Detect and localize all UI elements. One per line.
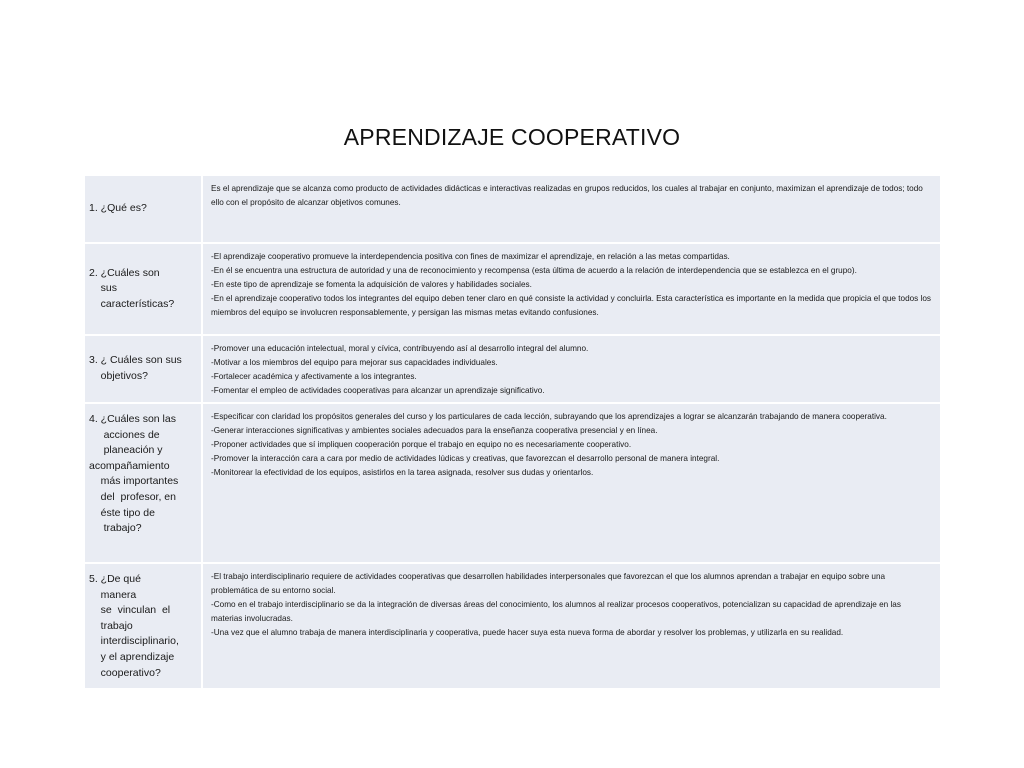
answer-paragraph: -Proponer actividades que sí impliquen cooperación porque el trabajo en equipo no es necesariamente cooperativo. (211, 439, 632, 449)
answer-paragraph: -Una vez que el alumno trabaja de manera interdisciplinaria y cooperativa, puede hacer suya esta nueva forma de abordar y resolver los problemas, y utilizarla en su realidad. (211, 627, 844, 637)
answer-paragraph: -En este tipo de aprendizaje se fomenta la adquisición de valores y habilidades sociales. (211, 279, 532, 289)
answer-paragraph: -Promover una educación intelectual, moral y cívica, contribuyendo así al desarrollo integral del alumno. (211, 344, 589, 353)
page-title: APRENDIZAJE COOPERATIVO (343, 124, 681, 150)
content-table (85, 176, 940, 690)
table-row (85, 336, 940, 404)
table-row (85, 564, 940, 690)
question-cell: 4. ¿Cuáles son las acciones de planeación y acompañamiento más importantes del profesor, en éste tipo de trabajo? (85, 404, 203, 562)
answer-paragraph: -El trabajo interdisciplinario requiere de actividades cooperativas que desarrollen habilidades interpersonales que favorezcan el que los alumnos aprendan a trabajar en equipo sobre una problemática de su entorno social. (211, 572, 886, 595)
answer-paragraph: -En el aprendizaje cooperativo todos los integrantes del equipo deben tener claro en qué consiste la actividad y concluirla. Esta característica es importante en la medida que propicia el que todos los miembros del equipo se involucren responsablemente, y persigan las mismas metas evitando confusiones. (211, 293, 932, 317)
answer-paragraph: -Fortalecer académica y afectivamente a los integrantes. (211, 371, 417, 381)
answer-paragraph: -En él se encuentra una estructura de autoridad y una de reconocimiento y recompensa (esta última de acuerdo a la relación de interdependencia que se establezca en el grupo). (211, 265, 857, 275)
answer-paragraph: -Monitorear la efectividad de los equipos, asistirlos en la tarea asignada, resolver sus dudas y orientarlos. (211, 467, 594, 477)
table-row (85, 404, 940, 564)
answer-cell (203, 404, 940, 562)
question-cell: 3. ¿ Cuáles son sus objetivos? (85, 336, 203, 402)
answer-cell (203, 336, 940, 402)
answer-paragraph: -Especificar con claridad los propósitos generales del curso y los particulares de cada lección, subrayando que los aprendizajes a lograr se alcanzarán trabajando de manera cooperativa. (211, 412, 887, 421)
question-cell: 1. ¿Qué es? (85, 176, 203, 242)
answer-paragraph: -Fomentar el empleo de actividades cooperativas para alcanzar un aprendizaje significativo. (211, 385, 545, 395)
table-row (85, 176, 940, 244)
answer-paragraph: -El aprendizaje cooperativo promueve la interdependencia positiva con fines de maximizar el aprendizaje, en relación a las metas compartidas. (211, 252, 730, 261)
answer-paragraph: Es el aprendizaje que se alcanza como producto de actividades didácticas e interactivas realizadas en grupos reducidos, los cuales al trabajar en conjunto, maximizan el aprendizaje de todos; todo ello con el propósito de alcanzar objetivos comunes. (211, 184, 923, 207)
answer-cell (203, 244, 940, 334)
question-cell: 5. ¿De qué manera se vinculan el trabajo interdisciplinario, y el aprendizaje cooperativo? (85, 564, 203, 688)
question-cell: 2. ¿Cuáles son sus características? (85, 244, 203, 334)
answer-paragraph: -Generar interacciones significativas y ambientes sociales adecuados para la enseñanza cooperativa presencial y en línea. (211, 425, 658, 435)
table-row (85, 244, 940, 336)
answer-paragraph: -Promover la interacción cara a cara por medio de actividades lúdicas y creativas, que favorezcan el desarrollo personal de manera integral. (211, 453, 720, 463)
answer-cell (203, 564, 940, 688)
answer-cell (203, 176, 940, 242)
answer-paragraph: -Motivar a los miembros del equipo para mejorar sus capacidades individuales. (211, 357, 498, 367)
answer-paragraph: -Como en el trabajo interdisciplinario se da la integración de diversas áreas del conocimiento, los alumnos al realizar procesos cooperativos, potencializan su capacidad de aprendizaje en las materias involucradas. (211, 599, 901, 623)
